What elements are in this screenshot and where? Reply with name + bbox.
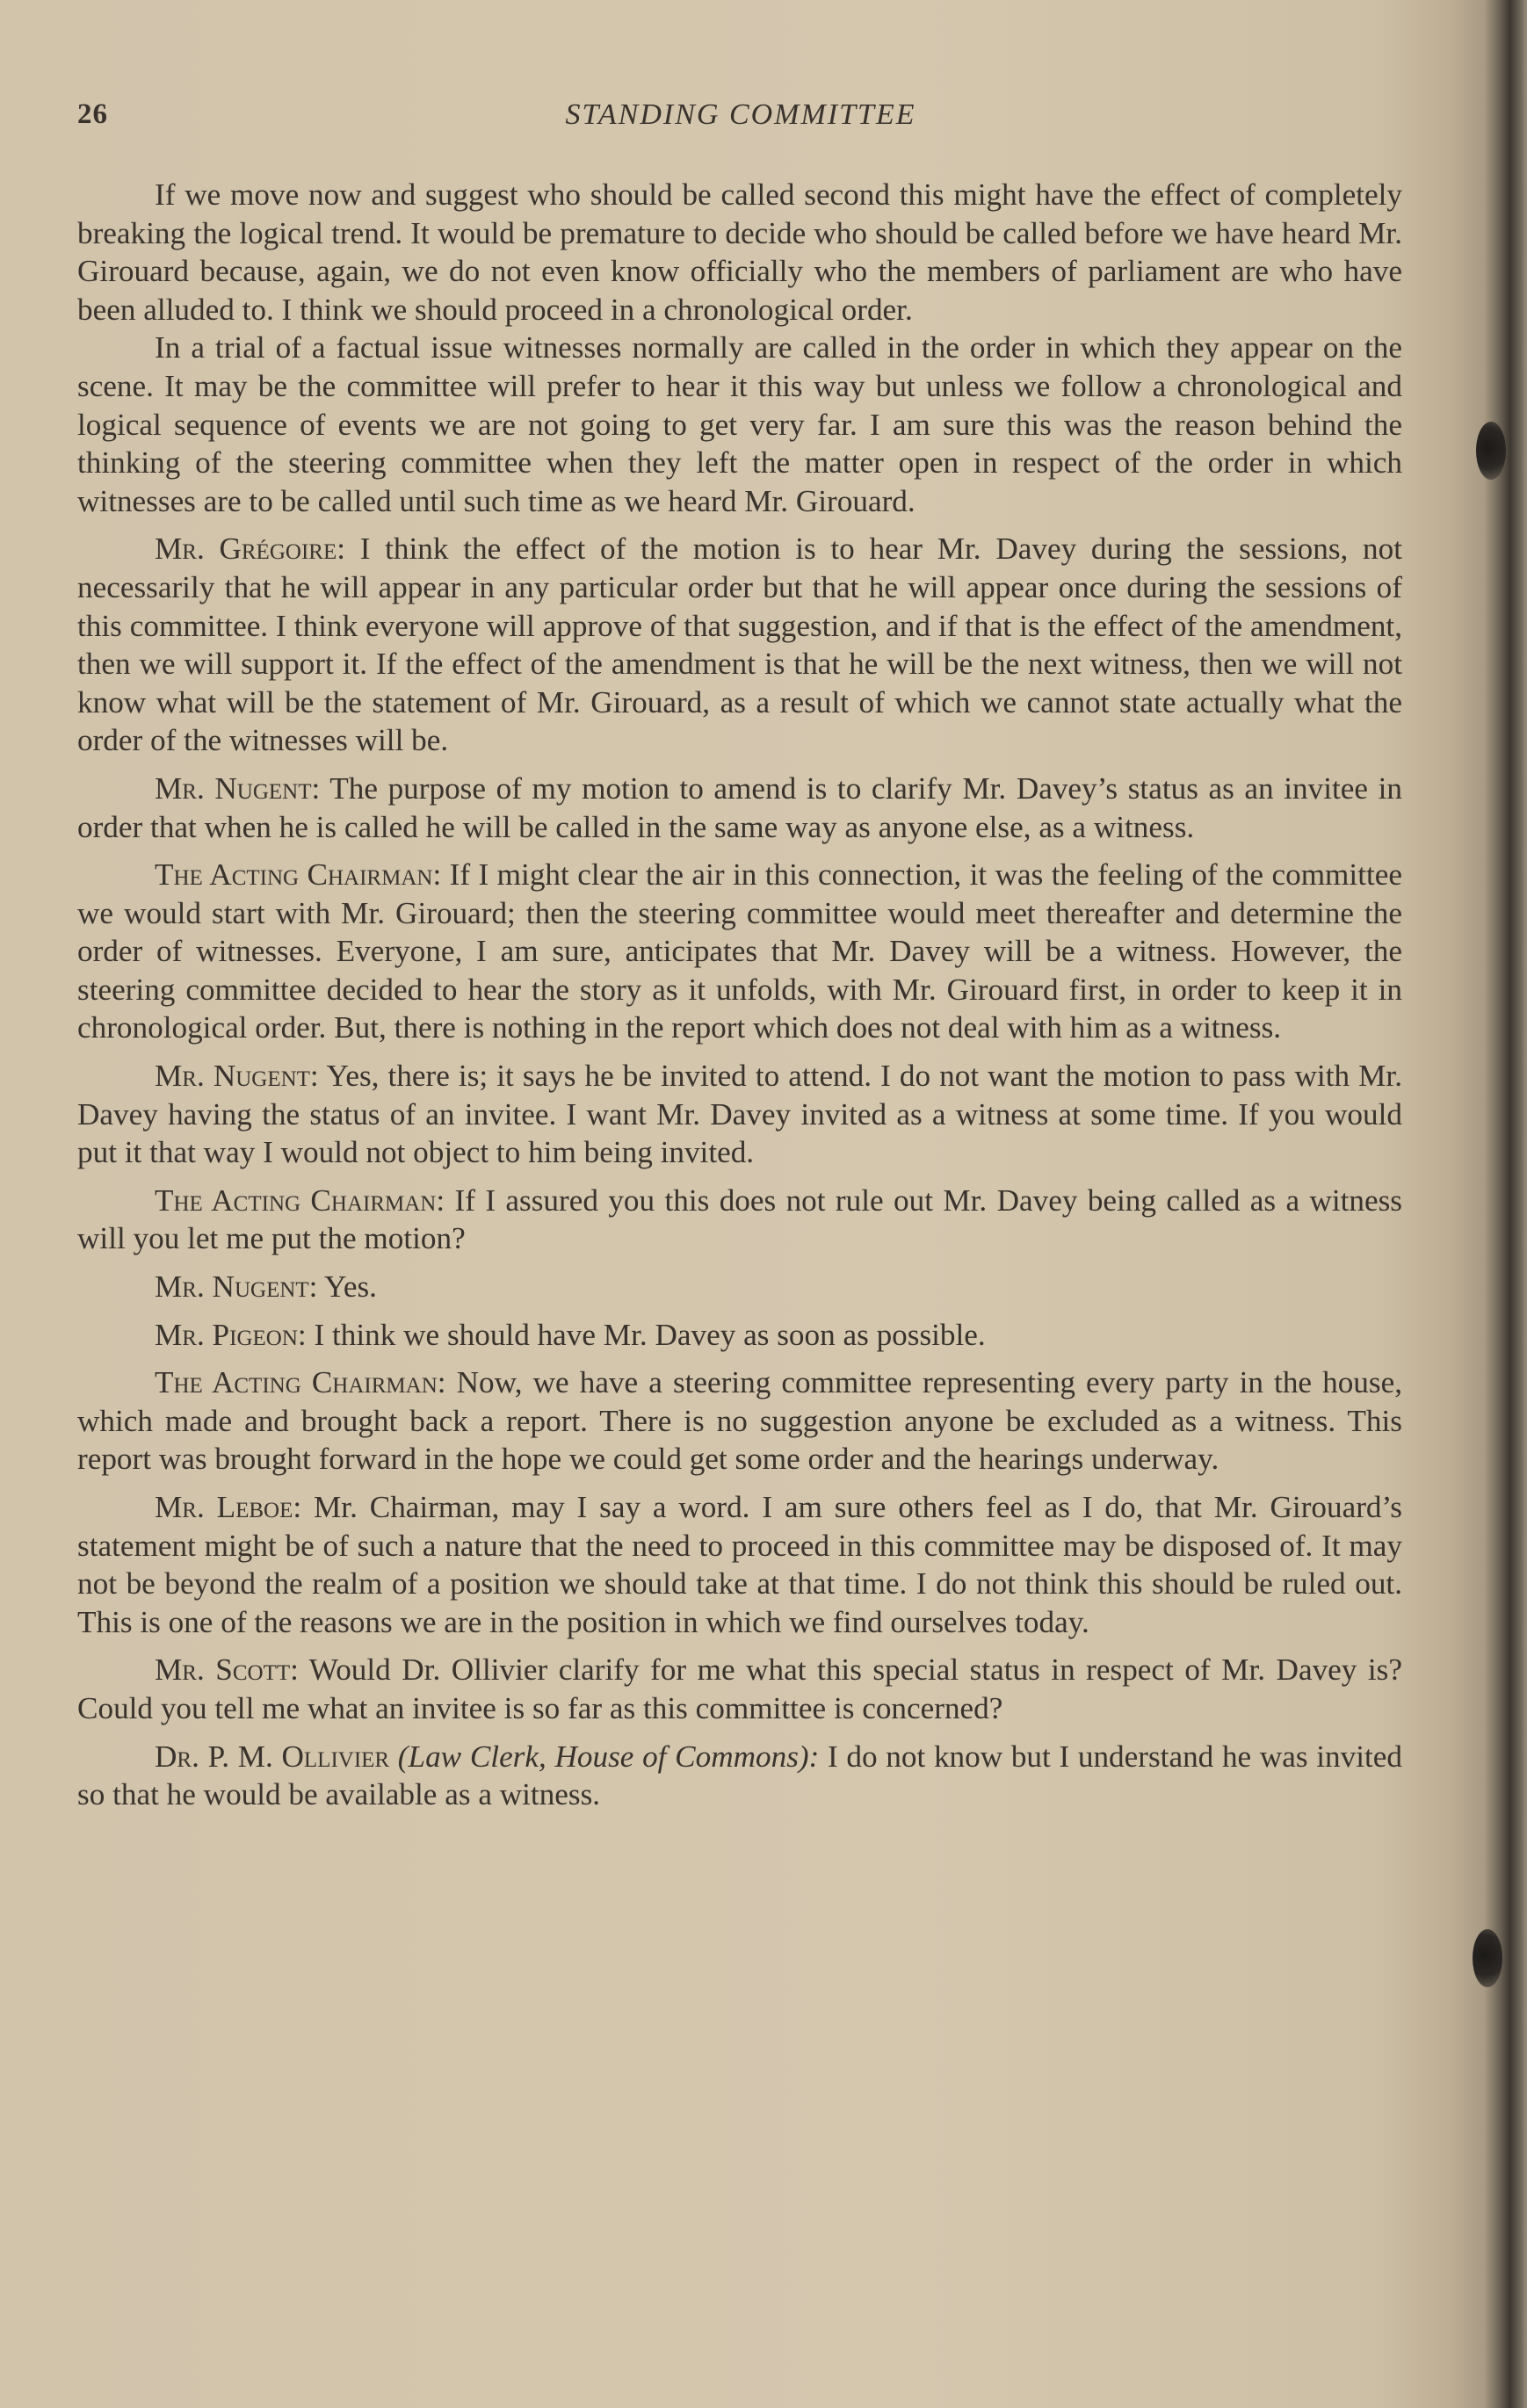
page-number: 26 [77, 98, 108, 130]
speech-acting-chairman-3 [77, 1363, 1402, 1479]
speaker-name: Mr. Nugent: [155, 1269, 318, 1305]
speech-text: Yes, there is; it says he be invited to attend. I do not want the motion to pass with Mr. Davey having the status of an invitee. I want Mr. Davey invited as a witness at some time. If you would put it that way I would not object to him being invited. [77, 1059, 1402, 1170]
punch-hole-top [1476, 422, 1506, 480]
speech-text: If I assured you this does not rule out Mr. Davey being called as a witness will you let me put the motion? [77, 1182, 1403, 1256]
speech-text: I do not know but I understand he was invited so that he would be available as a witness. [77, 1739, 1402, 1812]
speaker-name: The Acting Chairman: [155, 857, 442, 893]
speech-text: The purpose of my motion to amend is to clarify Mr. Davey’s status as an invitee in order that when he is called he will be called in the same way as anyone else, as a witness. [77, 770, 1402, 844]
speech-leboe [77, 1488, 1402, 1641]
speech-pigeon [77, 1316, 1402, 1355]
speech-nugent-1 [77, 770, 1402, 846]
speaker-name: The Acting Chairman: [155, 1182, 445, 1218]
speech-text: Yes. [323, 1269, 377, 1305]
book-binding-edge [1485, 0, 1527, 2408]
speech-ollivier [77, 1738, 1402, 1814]
paragraph-text: If we move now and suggest who should be called second this might have the effect of completely breaking the logical trend. It would be premature to decide who should be called before we have heard Mr. Girouard because, again, we do not even know officially who the members of parliament are who have been alluded to. I think we should proceed in a chronological order. [77, 177, 1402, 327]
body-text [77, 176, 1402, 1824]
punch-hole-bottom [1473, 1929, 1502, 1987]
page-header [77, 98, 1404, 141]
speaker-name: Mr. Nugent: [155, 770, 321, 806]
speech-text: Would Dr. Ollivier clarify for me what this special status in respect of Mr. Davey is? Could you tell me what an invitee is so far as this committee is concerned? [77, 1652, 1402, 1725]
paragraph-1 [77, 176, 1402, 329]
speech-scott [77, 1651, 1402, 1727]
speech-acting-chairman-1 [77, 856, 1402, 1047]
running-head: STANDING COMMITTEE [565, 98, 916, 131]
speech-text: Mr. Chairman, may I say a word. I am sure others feel as I do, that Mr. Girouard’s statement might be of such a nature that the need to proceed in this committee may be disposed of. It may not be beyond the realm of a position we should take at that time. I do not think this should be ruled out. This is one of the reasons we are in the position in which we find ourselves today. [77, 1490, 1403, 1639]
speech-text: I think the effect of the motion is to hear Mr. Davey during the sessions, not necessarily that he will appear in any particular order but that he will appear once during the sessions of this committee. I think everyone will approve of that suggestion, and if that is the effect of the amendment, then we will support it. If the effect of the amendment is that he will be the next witness, then we will not know what will be the statement of Mr. Girouard, as a result of which we cannot state actually what the order of the witnesses will be. [77, 531, 1402, 758]
speaker-role: (Law Clerk, House of Commons): [397, 1739, 820, 1774]
speech-text: I think we should have Mr. Davey as soon as possible. [314, 1317, 986, 1352]
speech-nugent-3 [77, 1268, 1402, 1306]
speech-nugent-2 [77, 1057, 1402, 1172]
speech-gregoire [77, 530, 1402, 760]
speaker-name: Dr. P. M. Ollivier [155, 1739, 390, 1774]
paragraph-2 [77, 329, 1402, 520]
speaker-name: The Acting Chairman: [155, 1365, 446, 1400]
speaker-name: Mr. Pigeon: [155, 1317, 307, 1352]
speech-acting-chairman-2 [77, 1182, 1402, 1258]
speaker-name: Mr. Scott: [155, 1652, 299, 1688]
speaker-name: Mr. Nugent: [155, 1059, 319, 1094]
speaker-name: Mr. Grégoire: [155, 531, 345, 567]
speaker-name: Mr. Leboe: [155, 1490, 302, 1524]
speech-text: Now, we have a steering committee representing every party in the house, which made and brought back a report. There is no suggestion anyone be excluded as a witness. This report was brought forward in the hope we could get some order and the hearings underway. [77, 1365, 1403, 1477]
speech-text: If I might clear the air in this connection, it was the feeling of the committee we would start with Mr. Girouard; then the steering committee would meet thereafter and determine the order of witnesses. Everyone, I am sure, anticipates that Mr. Davey will be a witness. However, the steering committee decided to hear the story as it unfolds, with Mr. Girouard first, in order to keep it in chronological order. But, there is nothing in the report which does not deal with him as a witness. [77, 857, 1402, 1045]
paragraph-text: In a trial of a factual issue witnesses normally are called in the order in which they appear on the scene. It may be the committee will prefer to hear it this way but unless we follow a chronological and logical sequence of events we are not going to get very far. I am sure this was the reason behind the thinking of the steering committee when they left the matter open in respect of the order in which witnesses are to be called until such time as we heard Mr. Girouard. [77, 330, 1402, 518]
